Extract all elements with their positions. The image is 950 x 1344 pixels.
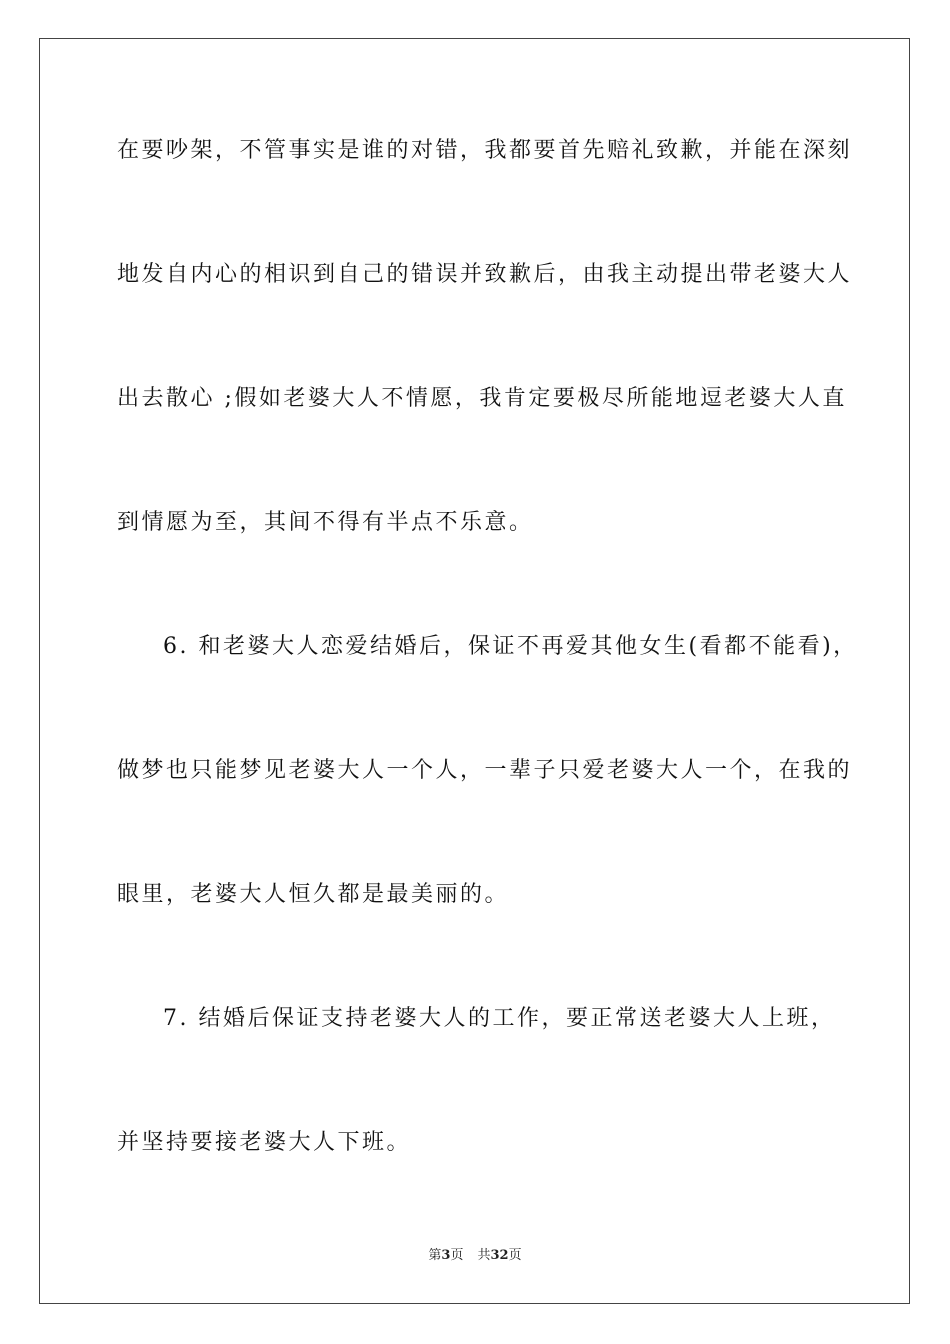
text-line: 地发自内心的相识到自己的错误并致歉后，由我主动提出带老婆大人: [117, 262, 853, 287]
page-prefix: 第: [428, 1248, 442, 1263]
page-border: [39, 38, 910, 1304]
text-line: 出去散心 ;假如老婆大人不情愿，我肯定要极尽所能地逗老婆大人直: [117, 386, 847, 411]
text-line: 做梦也只能梦见老婆大人一个人，一辈子只爱老婆大人一个，在我的: [117, 758, 853, 783]
text-line: 并坚持要接老婆大人下班。: [117, 1130, 412, 1155]
text-line: 6. 和老婆大人恋爱结婚后，保证不再爱其他女生(看都不能看)，: [163, 634, 858, 659]
total-prefix: 共: [477, 1248, 491, 1263]
text-line: 在要吵架，不管事实是谁的对错，我都要首先赔礼致歉，并能在深刻: [117, 138, 853, 163]
text-line: 眼里，老婆大人恒久都是最美丽的。: [117, 882, 510, 907]
page-number: 3: [441, 1248, 451, 1263]
total-suffix: 页: [508, 1248, 522, 1263]
page-footer: [0, 1244, 950, 1263]
text-line: 到情愿为至，其间不得有半点不乐意。: [117, 510, 534, 535]
page-suffix: 页: [450, 1248, 464, 1263]
total-pages: 32: [490, 1248, 509, 1263]
text-line: 7. 结婚后保证支持老婆大人的工作，要正常送老婆大人上班，: [163, 1006, 836, 1031]
